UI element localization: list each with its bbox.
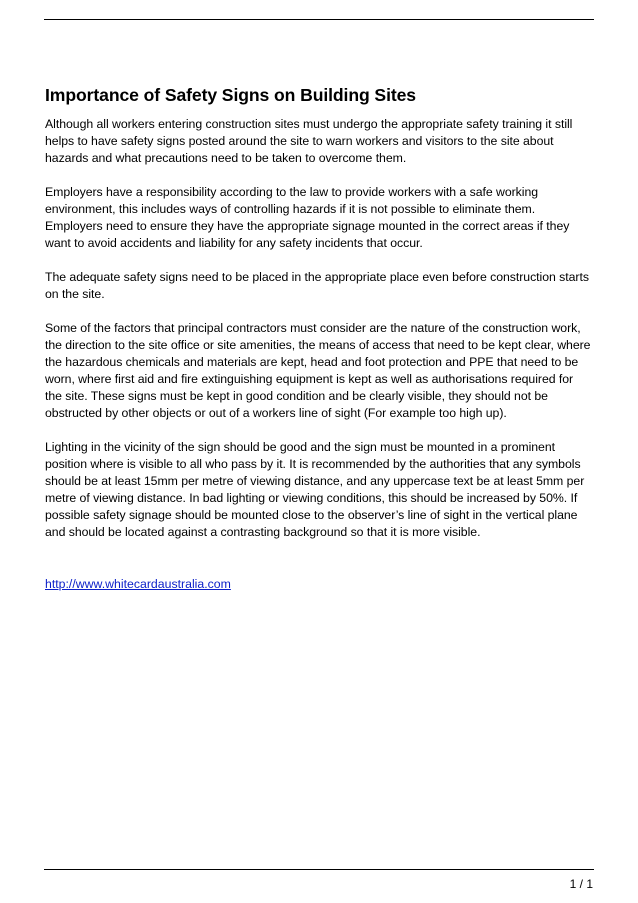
footer-rule [44, 869, 594, 870]
paragraph-lighting-visibility: Lighting in the vicinity of the sign should be good and the sign must be mounted in a prominent position where is visible to all who pass by it. It is recommended by the authorities that any symbols should be at least 15mm per metre of viewing distance, and any uppercase text be at least 5mm per metre of viewing distance. In bad lighting or viewing conditions, this should be increased by 50%. If possible safety signage should be mounted close to the observer’s line of sight in the vertical plane and should be located against a contrasting background so that it is more visible. [45, 440, 585, 539]
website-link[interactable]: http://www.whitecardaustralia.com [45, 577, 231, 591]
link-container [45, 575, 593, 593]
paragraph-sign-placement: The adequate safety signs need to be placed in the appropriate place even before construction starts on the site. [45, 270, 589, 301]
paragraph-contractor-factors: Some of the factors that principal contractors must consider are the nature of the construction work, the direction to the site office or site amenities, the means of access that need to be kept clear, where the hazardous chemicals and materials are kept, head and foot protection and PPE that need to be worn, where first aid and fire extinguishing equipment is kept as well as authorisations required for the site. These signs must be kept in good condition and be clearly visible, they should not be obstructed by other objects or out of a workers line of sight (For example too high up). [45, 321, 591, 420]
paragraph-employer-responsibility: Employers have a responsibility according to the law to provide workers with a safe working environment, this includes ways of controlling hazards if it is not possible to eliminate them. Employers need to ensure they have the appropriate signage mounted in the correct areas if they want to avoid accidents and liability for any safety incidents that occur. [45, 185, 570, 250]
paragraph-intro: Although all workers entering construction sites must undergo the appropriate safety training it still helps to have safety signs posted around the site to warn workers and visitors to the site about hazards and what precautions need to be taken to overcome them. [45, 117, 573, 165]
document-body [45, 84, 593, 593]
header-rule [44, 19, 594, 20]
page-indicator: 1 / 1 [569, 877, 593, 891]
document-title: Importance of Safety Signs on Building Sites [45, 85, 416, 105]
